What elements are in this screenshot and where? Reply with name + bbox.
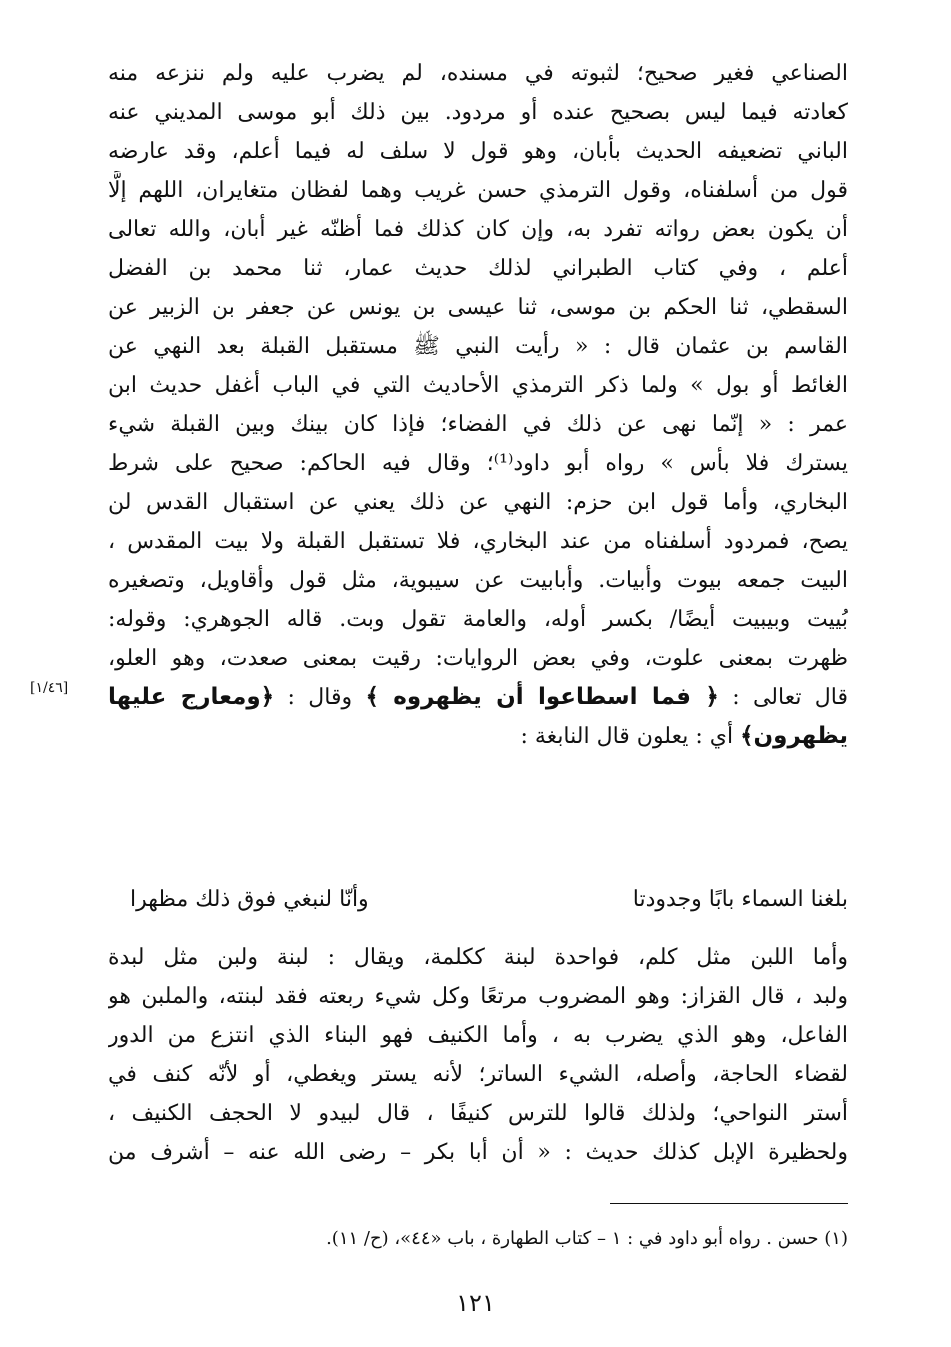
text-line: عمر : « إنّما نهى عن ذلك في الفضاء؛ فإذا كان بينك وبين القبلة شيء	[108, 412, 848, 437]
quran-citation-line	[108, 678, 848, 717]
text-line: الصناعي فغير صحيح؛ لثبوته في مسنده، لم يضرب عليه ولم ننزعه منه	[108, 61, 848, 86]
quran-verse: يظهرون﴾	[740, 723, 848, 749]
text-fragment: أي : يعلون قال النابغة :	[520, 724, 741, 749]
text-line: ولبد ، قال القزاز: وهو المضروب مرتعًا وكل شيء ربعته فقد لبنته، والملبن هو	[108, 984, 848, 1009]
text-line: كعادته فيما ليس بصحيح عنده أو مردود. بين ذلك أبو موسى المديني عنه	[108, 100, 848, 125]
footnote: (١) حسن . رواه أبو داود في : ١ – كتاب الطهارة ، باب «٤٤»، (ح/ ١١).	[326, 1228, 848, 1249]
text-line: الغائط أو بول » ولما ذكر الترمذي الأحاديث التي في الباب أغفل حديث ابن	[108, 373, 848, 398]
text-line: لقضاء الحاجة، وأصله، الشيء الساتر؛ لأنه يستر ويغطي، أو لأنّه كنف في	[108, 1062, 848, 1087]
text-line: الفاعل، وهو الذي يضرب به ، وأما الكنيف فهو البناء الذي انتزع من الدور	[108, 1023, 848, 1048]
verse-first-hemistich: بلغنا السماء بابًا وجدودتا	[632, 887, 848, 912]
text-fragment: قال تعالى :	[718, 685, 848, 710]
text-line: السقطي، ثنا الحكم بن موسى، ثنا عيسى بن يونس عن جعفر بن الزبير عن	[108, 295, 848, 320]
footnote-divider	[610, 1203, 848, 1204]
text-line: ظهرت بمعنى علوت، وفي بعض الروايات: رقيت بمعنى صعدت، وهو العلو،	[108, 646, 848, 671]
text-line: القاسم بن عثمان قال : « رأيت النبي ﷺ مستقبل القبلة بعد النهي عن	[108, 334, 848, 359]
text-line: ولحظيرة الإبل كذلك حديث : « أن أبا بكر – رضى الله عنه – أشرف من	[108, 1140, 848, 1165]
text-line: وأما اللبن مثل كلم، فواحدة لبنة ككلمة، ويقال : لبنة ولبن مثل لبدة	[108, 945, 848, 970]
main-paragraph	[108, 54, 848, 756]
text-fragment: وقال :	[274, 685, 366, 710]
poetry-verse	[130, 878, 848, 922]
text-line: يسترك فلا بأس » رواه أبو داود⁽¹⁾؛ وقال فيه الحاكم: صحيح على شرط	[108, 451, 848, 476]
text-line: البيت جمعه بيوت وأبيات. وأبابيت عن سيبوية، مثل قول وأقاويل، وتصغيره	[108, 568, 848, 593]
quran-verse: ﴿ فما اسطاعوا أن يظهروه ﴾	[365, 684, 719, 710]
quran-verse: ﴿ومعارج عليها	[108, 684, 275, 710]
second-paragraph	[108, 938, 848, 1172]
margin-reference: [١/٤٦]	[30, 680, 69, 696]
text-line: أعلم ، وفي كتاب الطبراني لذلك حديث عمار، ثنا محمد بن الفضل	[108, 256, 848, 281]
verse-second-hemistich: وأنّا لنبغي فوق ذلك مظهرا	[130, 887, 369, 912]
page-number: ١٢١	[456, 1289, 495, 1317]
text-line	[108, 717, 848, 756]
text-line: بُييت وبيبيت أيضًا/ بكسر أوله، والعامة تقول وبت. قاله الجوهري: وقوله:	[108, 607, 848, 632]
text-line: يصح، فمردود أسلفناه من عند البخاري، فلا تستقبل القبلة ولا بيت المقدس ،	[108, 529, 848, 554]
text-line: البخاري، وأما قول ابن حزم: النهي عن ذلك يعني عن استقبال القدس لن	[108, 490, 848, 515]
text-line: الباني تضعيفه الحديث بأبان، وهو قول لا سلف له فيما أعلم، وقد عارضه	[108, 139, 848, 164]
text-line: قول من أسلفناه، وقول الترمذي حسن غريب وهما لفظان متغايران، اللهم إلَّا	[108, 178, 848, 203]
text-line: أستر النواحي؛ ولذلك قالوا للترس كنيفًا ، قال لبيدو لا الحجف الكنيف ،	[108, 1101, 848, 1126]
text-line: أن يكون بعض رواته تفرد به، وإن كان كذلك فما أظنّه غير أبان، والله تعالى	[108, 217, 848, 242]
